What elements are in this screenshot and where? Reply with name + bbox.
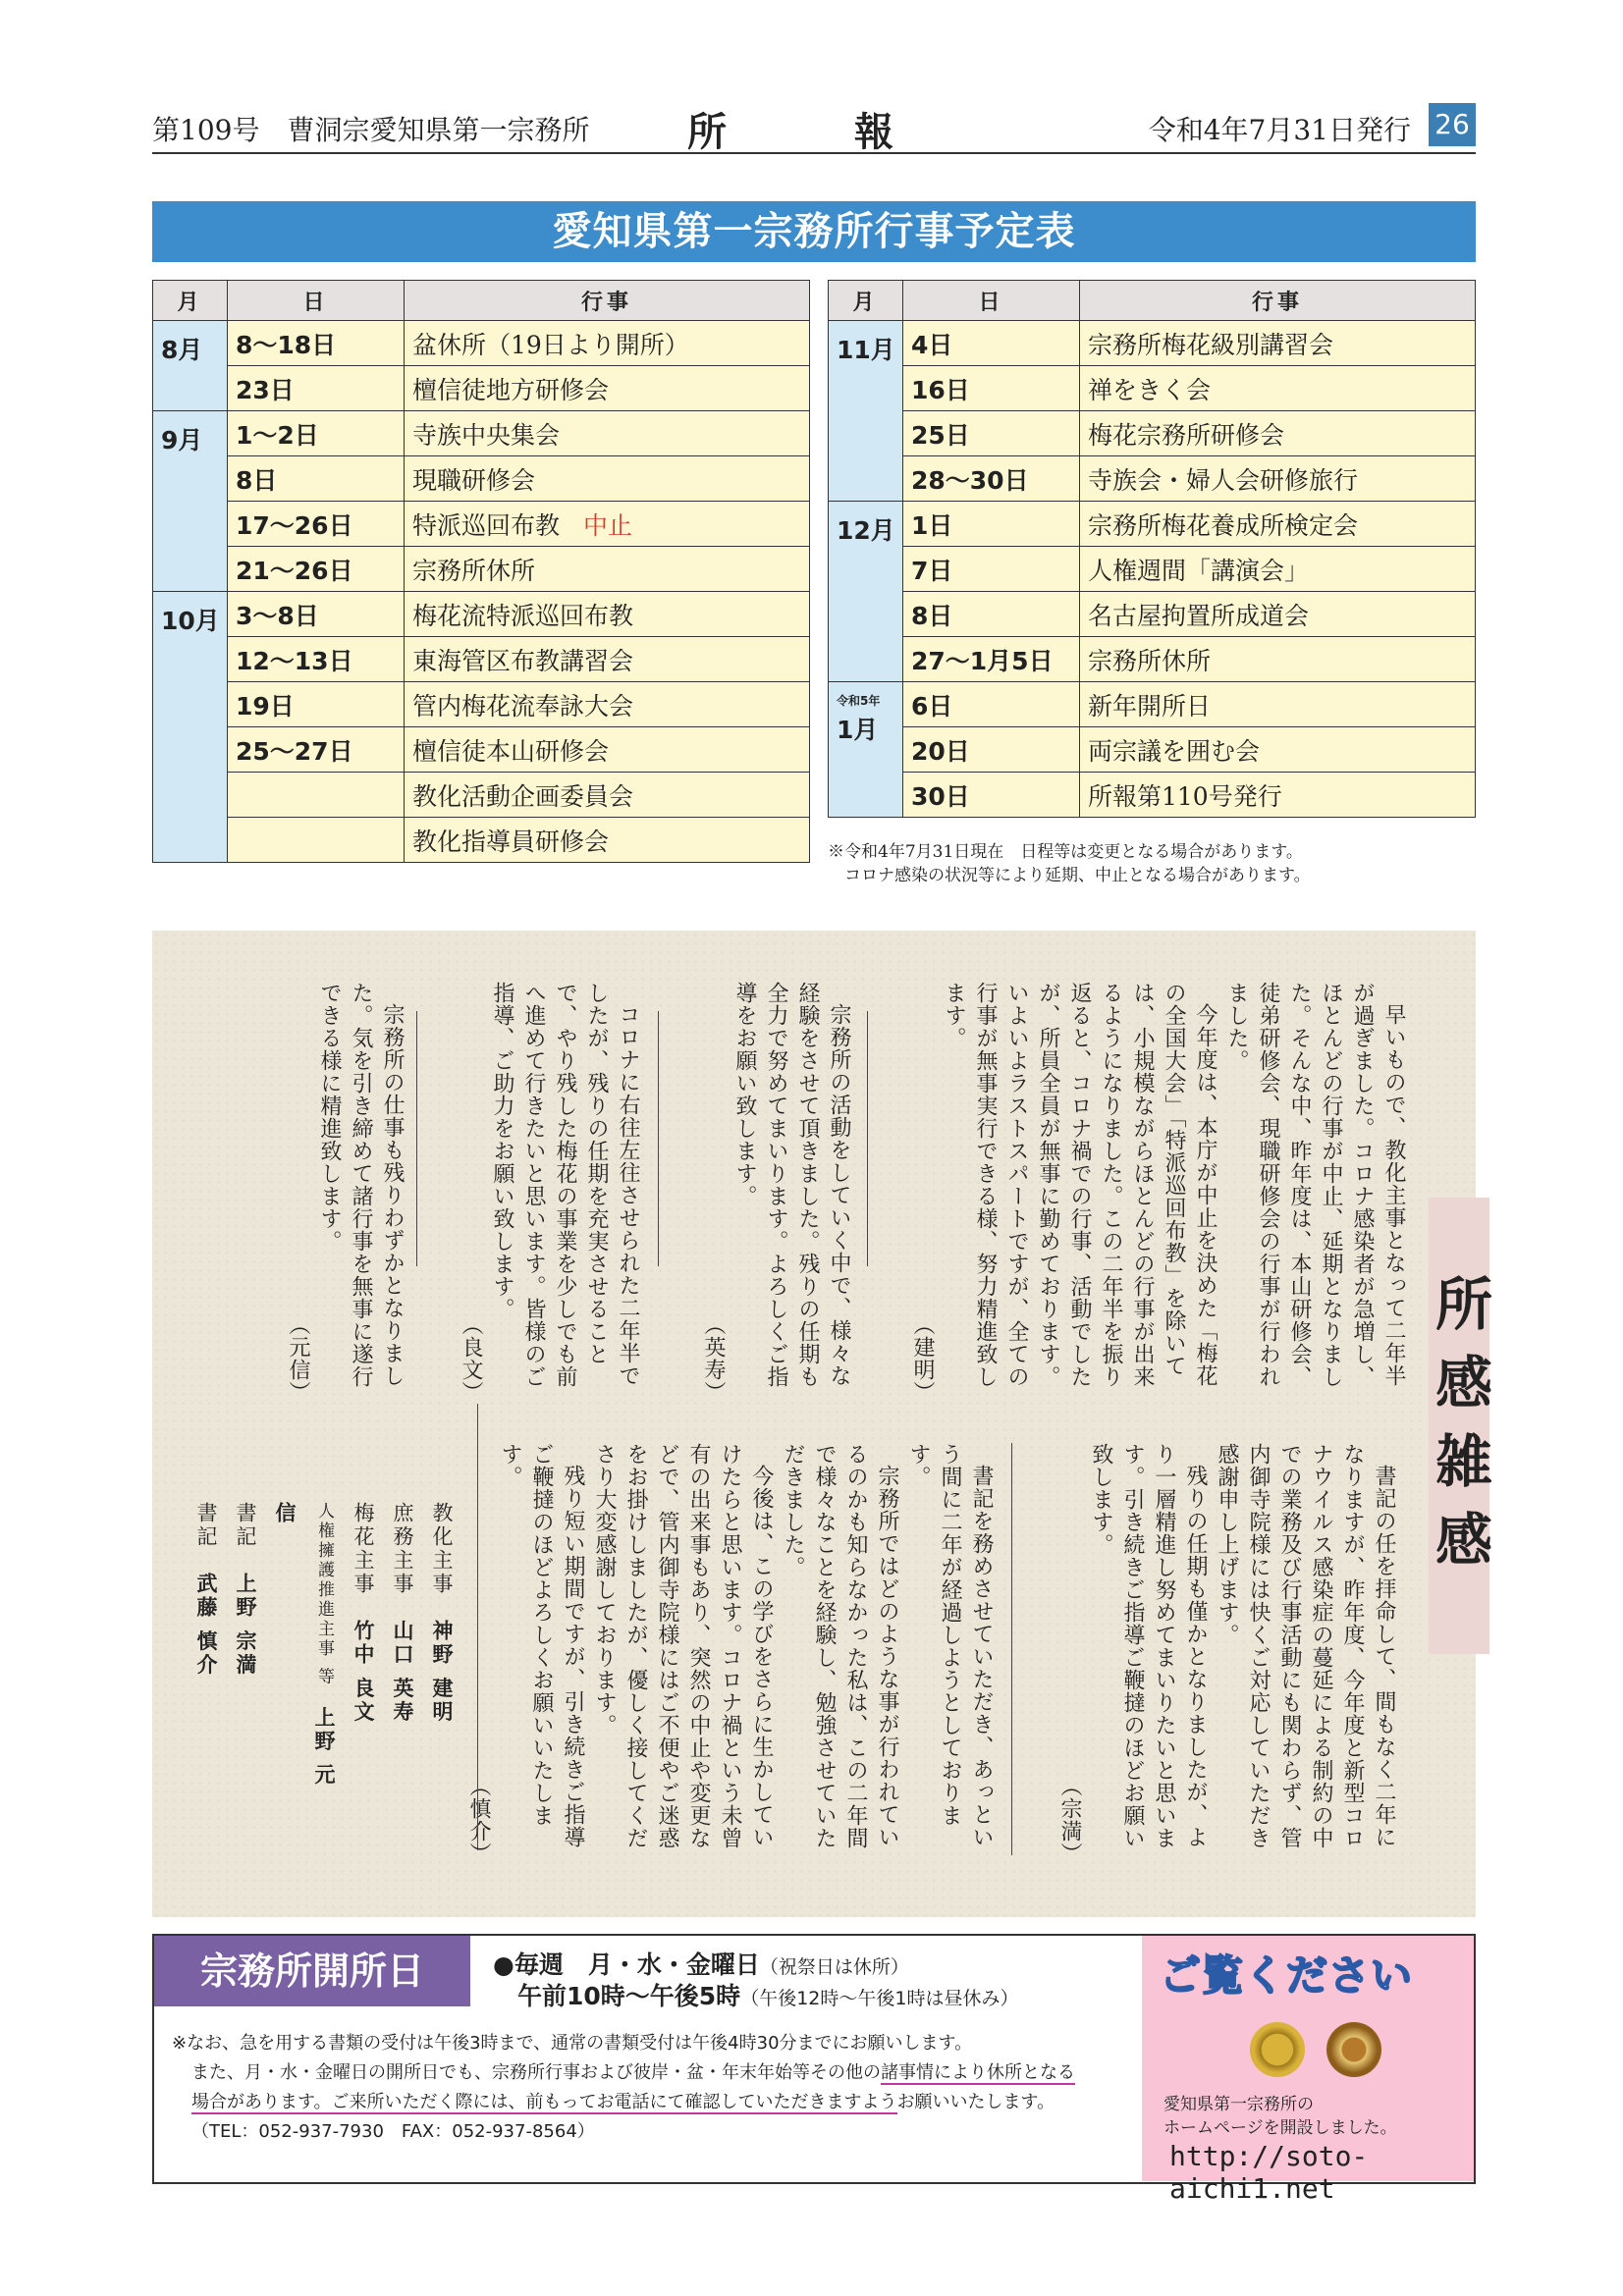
table-row xyxy=(829,502,1476,547)
month-cell xyxy=(829,502,903,682)
promo-text xyxy=(1163,2093,1397,2140)
event-cell xyxy=(1080,502,1476,547)
essay-paragraph: 宗務所ではどのような事が行われているのかも知らなかった私は、この二年間で様々なことを経験し、勉強させていただきました。 xyxy=(781,1443,899,1849)
staff-role: 庶務主事 xyxy=(391,1502,414,1596)
note-text: お願いいたします。 xyxy=(896,2092,1055,2112)
open-days xyxy=(493,1946,909,1981)
essay-section-title: 所感雑感 xyxy=(1429,1198,1489,1654)
day-cell: 27〜1月5日 xyxy=(903,637,1080,682)
staff-role: 教化主事 xyxy=(430,1502,454,1596)
office-hours-label: 宗務所開所日 xyxy=(154,1936,470,2006)
divider xyxy=(867,1011,868,1266)
day-cell: 8〜18日 xyxy=(228,321,405,366)
crest-icon xyxy=(1326,2022,1381,2077)
month-label: 9月 xyxy=(161,426,203,454)
event-cell xyxy=(405,773,810,818)
event-label: 現職研修会 xyxy=(412,465,536,495)
page-number: 26 xyxy=(1429,103,1476,146)
event-cell xyxy=(1080,456,1476,502)
event-label: 宗務所梅花養成所検定会 xyxy=(1088,510,1359,540)
event-label: 宗務所休所 xyxy=(412,556,536,585)
month-label: 10月 xyxy=(161,607,220,635)
event-cell xyxy=(405,456,810,502)
schedule-note xyxy=(828,840,1311,887)
day-cell: 6日 xyxy=(903,682,1080,727)
month-label: 8月 xyxy=(161,336,203,364)
day-cell: 21〜26日 xyxy=(228,547,405,592)
essay-6 xyxy=(466,1443,997,1865)
day-cell: 8日 xyxy=(903,592,1080,637)
day-cell: 8日 xyxy=(228,456,405,502)
header-event: 行事 xyxy=(405,281,810,321)
header-month: 月 xyxy=(153,281,228,321)
essay-paragraph: コロナに右往左往させられた二年半でしたが、残りの任期を充実させることで、やり残した梅花の事業を少しでも前へ進めて行きたいと思います。皆様のご指導、ご助力をお願い致します。 xyxy=(490,982,640,1388)
essay-2 xyxy=(677,982,854,1404)
event-label: 東海管区布教講習会 xyxy=(412,646,634,675)
event-cell xyxy=(1080,547,1476,592)
staff-role: 梅花主事 xyxy=(352,1502,375,1596)
divider xyxy=(1011,1443,1012,1855)
table-row xyxy=(829,321,1476,366)
essay-paragraph: 残り短い期間ですが、引き続きご指導ご鞭撻のほどよろしくお願いいたします。 xyxy=(498,1443,585,1848)
event-label: 人権週間「講演会」 xyxy=(1088,556,1310,585)
issue-date: 令和4年7月31日発行 xyxy=(1148,114,1411,146)
header-day: 日 xyxy=(228,281,405,321)
office-hours-box xyxy=(152,1934,1476,2205)
month-era: 令和5年 xyxy=(837,694,881,708)
event-cell xyxy=(405,321,810,366)
day-cell: 7日 xyxy=(903,547,1080,592)
event-cell xyxy=(405,366,810,411)
contact-line: （TEL：052-937-7930 FAX：052-937-8564） xyxy=(191,2121,595,2142)
event-cell xyxy=(405,637,810,682)
event-cell xyxy=(1080,366,1476,411)
event-cell xyxy=(405,411,810,456)
table-row xyxy=(153,592,810,637)
table-row xyxy=(829,592,1476,637)
table-row xyxy=(829,456,1476,502)
holiday-note: （祝祭日は休所） xyxy=(759,1956,909,1978)
event-cell xyxy=(1080,773,1476,818)
day-cell: 1日 xyxy=(903,502,1080,547)
crest-icon xyxy=(1250,2022,1305,2077)
schedule-table-right xyxy=(828,280,1476,818)
staff-list xyxy=(194,1502,461,1796)
staff-row xyxy=(422,1502,461,1796)
event-cell xyxy=(1080,321,1476,366)
table-header-row xyxy=(153,281,810,321)
event-cell xyxy=(1080,682,1476,727)
table-row xyxy=(829,682,1476,727)
publication-title: 所報 xyxy=(687,109,1021,155)
promo-line: ホームページを開設しました。 xyxy=(1163,2118,1397,2138)
day-cell xyxy=(228,818,405,863)
event-cell xyxy=(405,682,810,727)
event-cell xyxy=(405,727,810,773)
event-label: 寺族会・婦人会研修旅行 xyxy=(1088,465,1359,495)
essay-signature: （慎介） xyxy=(466,1775,491,1865)
note-underline: 場合があります。ご来所いただく際には、前もってお電話にて確認していただきますよう xyxy=(191,2092,897,2112)
staff-row xyxy=(226,1502,265,1796)
table-row xyxy=(153,637,810,682)
table-header-row xyxy=(829,281,1476,321)
event-cell xyxy=(405,592,810,637)
month-cell xyxy=(829,682,903,818)
essay-paragraph: 書記の任を拝命して、間もなく二年になりますが、昨年度、今年度と新型コロナウイルス感染症の蔓延による制約の中での業務及び行事活動にも関わらず、管内御寺院様には快くご対応していただき感謝申し上げます。 xyxy=(1215,1443,1396,1849)
event-cell xyxy=(1080,727,1476,773)
essay-paragraph: 宗務所の活動をしていく中で、様々な経験をさせて頂きました。残りの任期も全力で努めてまいります。よろしくご指導をお願い致します。 xyxy=(732,982,851,1388)
schedule-banner: 愛知県第一宗務所行事予定表 xyxy=(152,201,1476,262)
day-cell: 19日 xyxy=(228,682,405,727)
event-cell xyxy=(405,818,810,863)
header-day: 日 xyxy=(903,281,1080,321)
essay-paragraph: 残りの任期も僅かとなりましたが、より一層精進し努めてまいりたいと思います。引き続きご指導ご鞭撻のほどお願い致します。 xyxy=(1089,1443,1208,1849)
month-label: 1月 xyxy=(837,716,879,744)
table-row xyxy=(153,773,810,818)
note-underline: 諸事情により休所となる xyxy=(881,2062,1075,2083)
essay-paragraph: 早いもので、教化主事となって二年半が過ぎました。コロナ感染者が急増し、ほとんどの行事が中止、延期となりました。そんな中、昨年度は、本山研修会、徒弟研修会、現職研修会の行事が行われました。 xyxy=(1224,982,1406,1388)
day-cell xyxy=(228,773,405,818)
cancel-badge: 中止 xyxy=(583,510,633,540)
open-hours-main: 午前10時〜午後5時 xyxy=(517,1982,741,2010)
day-cell: 4日 xyxy=(903,321,1080,366)
table-row xyxy=(829,727,1476,773)
table-row xyxy=(153,727,810,773)
month-cell xyxy=(153,592,228,863)
staff-name: 武藤 慎介 xyxy=(194,1573,218,1678)
staff-name: 山口 英寿 xyxy=(391,1620,414,1725)
table-row xyxy=(153,502,810,547)
day-cell: 30日 xyxy=(903,773,1080,818)
event-label: 盆休所（19日より開所） xyxy=(412,330,689,359)
staff-name: 上野 宗満 xyxy=(234,1573,257,1678)
event-label: 両宗議を囲む会 xyxy=(1088,736,1261,766)
homepage-link[interactable]: http://soto-aichi1.net xyxy=(1169,2140,1369,2205)
event-label: 名古屋拘置所成道会 xyxy=(1088,601,1310,630)
event-label: 所報第110号発行 xyxy=(1088,781,1282,811)
note-text: また、月・水・金曜日の開所日でも、宗務所行事および彼岸・盆・年末年始等その他の xyxy=(191,2062,881,2083)
note-line: ※なお、急を用する書類の受付は午後3時まで、通常の書類受付は午後4時30分までにお願いします。 xyxy=(172,2033,973,2054)
open-hours xyxy=(517,1977,1018,2012)
event-label: 特派巡回布教 xyxy=(412,510,561,540)
day-cell: 1〜2日 xyxy=(228,411,405,456)
event-label: 檀信徒本山研修会 xyxy=(412,736,610,766)
page-header xyxy=(152,103,1476,154)
essay-signature: （英寿） xyxy=(701,1313,726,1404)
day-cell: 25〜27日 xyxy=(228,727,405,773)
divider xyxy=(477,1404,478,1850)
table-row xyxy=(153,366,810,411)
day-cell: 12〜13日 xyxy=(228,637,405,682)
essay-paragraph: 今後は、この学びをさらに生かしていけたらと思います。コロナ禍という未曾有の出来事もあり、突然の中止や変更などで、管内御寺院様にはご不便やご迷惑をお掛けしましたが、優しく接してくださり大変感謝しております。 xyxy=(592,1443,774,1849)
event-label: 教化指導員研修会 xyxy=(412,827,610,856)
table-row xyxy=(153,411,810,456)
header-event: 行事 xyxy=(1080,281,1476,321)
month-label: 12月 xyxy=(837,516,895,545)
essay-3 xyxy=(432,982,643,1404)
event-cell xyxy=(1080,637,1476,682)
essay-4 xyxy=(270,982,407,1404)
staff-role: 人権擁護推進主事 等 xyxy=(314,1502,334,1687)
office-notes xyxy=(172,2029,1154,2147)
table-row xyxy=(153,547,810,592)
day-cell: 17〜26日 xyxy=(228,502,405,547)
staff-name: 神野 建明 xyxy=(430,1620,454,1725)
table-row xyxy=(153,456,810,502)
month-cell xyxy=(829,321,903,502)
essay-5 xyxy=(1026,1443,1399,1865)
day-cell: 16日 xyxy=(903,366,1080,411)
staff-row xyxy=(187,1502,226,1796)
essay-signature: （建明） xyxy=(910,1313,935,1404)
day-cell: 28〜30日 xyxy=(903,456,1080,502)
note-line xyxy=(172,2088,1154,2117)
day-cell: 25日 xyxy=(903,411,1080,456)
table-row xyxy=(829,411,1476,456)
event-label: 宗務所休所 xyxy=(1088,646,1212,675)
staff-role: 書記 xyxy=(194,1502,218,1549)
staff-row xyxy=(344,1502,383,1796)
event-label: 梅花宗務所研修会 xyxy=(1088,420,1285,450)
month-cell xyxy=(153,321,228,411)
event-label: 新年開所日 xyxy=(1088,691,1212,721)
event-label: 寺族中央集会 xyxy=(412,420,561,450)
table-row xyxy=(829,366,1476,411)
note-line: コロナ感染の状況等により延期、中止となる場合があります。 xyxy=(844,866,1311,885)
event-label: 教化活動企画委員会 xyxy=(412,781,634,811)
divider xyxy=(416,1011,417,1266)
table-row xyxy=(829,547,1476,592)
table-row xyxy=(829,773,1476,818)
staff-role: 書記 xyxy=(234,1502,257,1549)
schedule-table-left xyxy=(152,280,810,863)
table-row xyxy=(829,637,1476,682)
divider xyxy=(658,1011,659,1266)
event-label: 管内梅花流奉詠大会 xyxy=(412,691,634,721)
essay-paragraph: 宗務所の仕事も残りわずかとなりました。気を引き締めて諸行事を無事に遂行できる様に精進致します。 xyxy=(317,982,405,1388)
essay-signature: （元信） xyxy=(286,1313,310,1404)
table-row xyxy=(153,321,810,366)
note-line: ※令和4年7月31日現在 日程等は変更となる場合があります。 xyxy=(828,842,1303,862)
month-label: 11月 xyxy=(837,336,895,364)
issue-info: 第109号 曹洞宗愛知県第一宗務所 xyxy=(152,114,590,146)
month-cell xyxy=(153,411,228,592)
day-cell: 23日 xyxy=(228,366,405,411)
essay-1 xyxy=(910,982,1409,1404)
staff-row xyxy=(265,1502,344,1796)
note-line xyxy=(172,2058,1154,2088)
homepage-promo xyxy=(1142,1936,1474,2205)
event-cell xyxy=(405,547,810,592)
day-cell: 20日 xyxy=(903,727,1080,773)
staff-name: 竹中 良文 xyxy=(352,1620,375,1725)
lunch-note: （午後12時〜午後1時は昼休み） xyxy=(740,1988,1019,2009)
event-label: 檀信徒地方研修会 xyxy=(412,375,610,404)
open-days-main: ●毎週 月・水・金曜日 xyxy=(493,1950,760,1979)
promo-title: ご覧ください xyxy=(1160,1951,1414,2000)
staff-row xyxy=(383,1502,422,1796)
essay-paragraph: 書記を務めさせていただき、あっという間に二年が経過しようとしております。 xyxy=(906,1443,994,1848)
promo-line: 愛知県第一宗務所の xyxy=(1163,2095,1314,2114)
table-row xyxy=(153,682,810,727)
event-label: 禅をきく会 xyxy=(1088,375,1212,404)
event-label: 宗務所梅花級別講習会 xyxy=(1088,330,1334,359)
table-row xyxy=(153,818,810,863)
day-cell: 3〜8日 xyxy=(228,592,405,637)
header-month: 月 xyxy=(829,281,903,321)
event-label: 梅花流特派巡回布教 xyxy=(412,601,634,630)
essay-signature: （良文） xyxy=(459,1313,483,1404)
event-cell xyxy=(405,502,810,547)
event-cell xyxy=(1080,411,1476,456)
essay-paragraph: 今年度は、本庁が中止を決めた「梅花の全国大会」「特派巡回布教」を除いては、小規模ながらほとんどの行事が出来るようになりました。この二年半を振り返ると、コロナ禍での行事、活動でしたが、所員全員が無事に勤めております。いよいよラストスパートですが、全ての行事が無事実行できる様、努力精進致します。 xyxy=(942,982,1217,1388)
event-cell xyxy=(1080,592,1476,637)
essay-signature: （宗満） xyxy=(1057,1775,1082,1865)
staff-name: 上野 元信 xyxy=(273,1502,336,1788)
